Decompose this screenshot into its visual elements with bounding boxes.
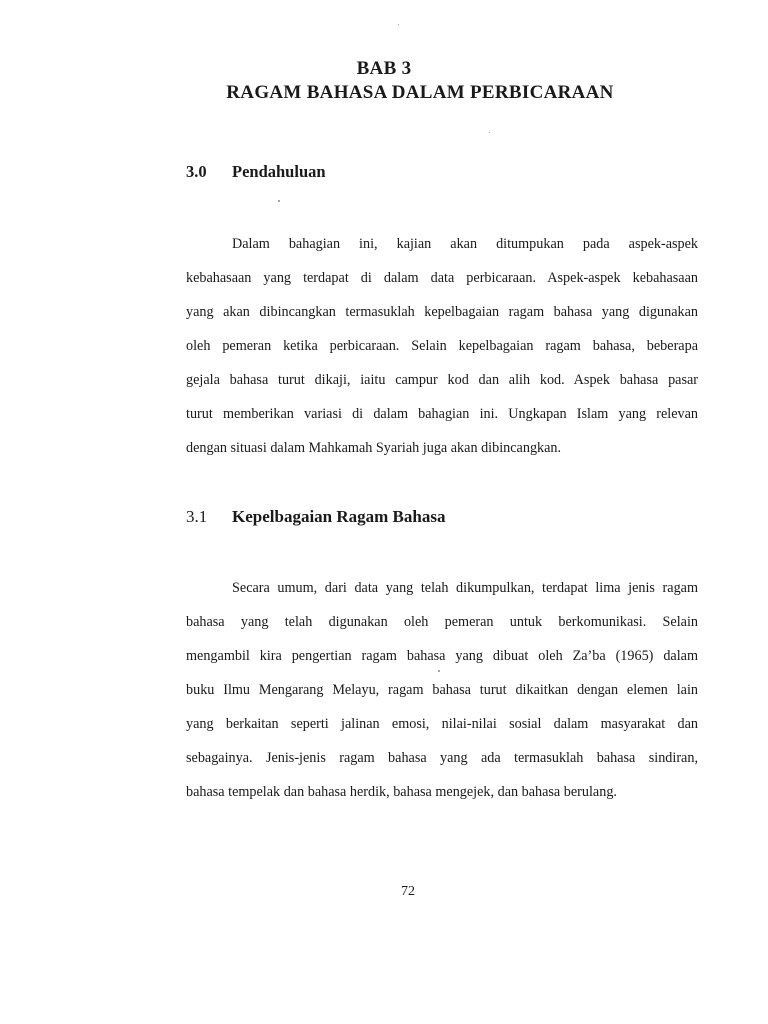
section-title: Pendahuluan [232, 162, 326, 181]
paragraph-line: turut memberikan variasi di dalam bahagian ini. Ungkapan Islam yang relevan [186, 406, 698, 422]
paragraph-line: oleh pemeran ketika perbicaraan. Selain kepelbagaian ragam bahasa, beberapa [186, 338, 698, 354]
page-number: 72 [401, 884, 415, 899]
scan-speck [438, 670, 440, 672]
paragraph-line: yang akan dibincangkan termasuklah kepelbagaian ragam bahasa yang digunakan [186, 304, 698, 320]
paragraph-line: mengambil kira pengertian ragam bahasa yang dibuat oleh Za’ba (1965) dalam [186, 648, 698, 664]
scan-speck [398, 24, 399, 25]
paragraph-line: buku Ilmu Mengarang Melayu, ragam bahasa turut dikaitkan dengan elemen lain [186, 682, 698, 698]
paragraph-line: dengan situasi dalam Mahkamah Syariah juga akan dibincangkan. [186, 440, 562, 456]
scan-speck [489, 132, 490, 133]
paragraph-line: gejala bahasa turut dikaji, iaitu campur kod dan alih kod. Aspek bahasa pasar [186, 372, 698, 388]
section-number: 3.1 [186, 507, 208, 526]
paragraph-line: kebahasaan yang terdapat di dalam data perbicaraan. Aspek-aspek kebahasaan [186, 270, 698, 286]
section-title: Kepelbagaian Ragam Bahasa [232, 507, 446, 526]
paragraph-line: Secara umum, dari data yang telah dikumpulkan, terdapat lima jenis ragam [232, 580, 698, 596]
section-number: 3.0 [186, 162, 207, 181]
paragraph-line: Dalam bahagian ini, kajian akan ditumpukan pada aspek-aspek [232, 236, 698, 252]
paragraph-line: bahasa tempelak dan bahasa herdik, bahasa mengejek, dan bahasa berulang. [186, 784, 617, 800]
chapter-number: BAB 3 [356, 58, 412, 79]
paragraph-line: yang berkaitan seperti jalinan emosi, nilai-nilai sosial dalam masyarakat dan [186, 716, 698, 732]
section-heading-pendahuluan [186, 162, 326, 182]
paragraph-line: sebagainya. Jenis-jenis ragam bahasa yang ada termasuklah bahasa sindiran, [186, 750, 698, 766]
scan-speck [278, 200, 280, 202]
paragraph-line: bahasa yang telah digunakan oleh pemeran untuk berkomunikasi. Selain [186, 614, 698, 630]
section-heading-kepelbagaian [186, 507, 445, 527]
chapter-title: RAGAM BAHASA DALAM PERBICARAAN [226, 82, 614, 103]
